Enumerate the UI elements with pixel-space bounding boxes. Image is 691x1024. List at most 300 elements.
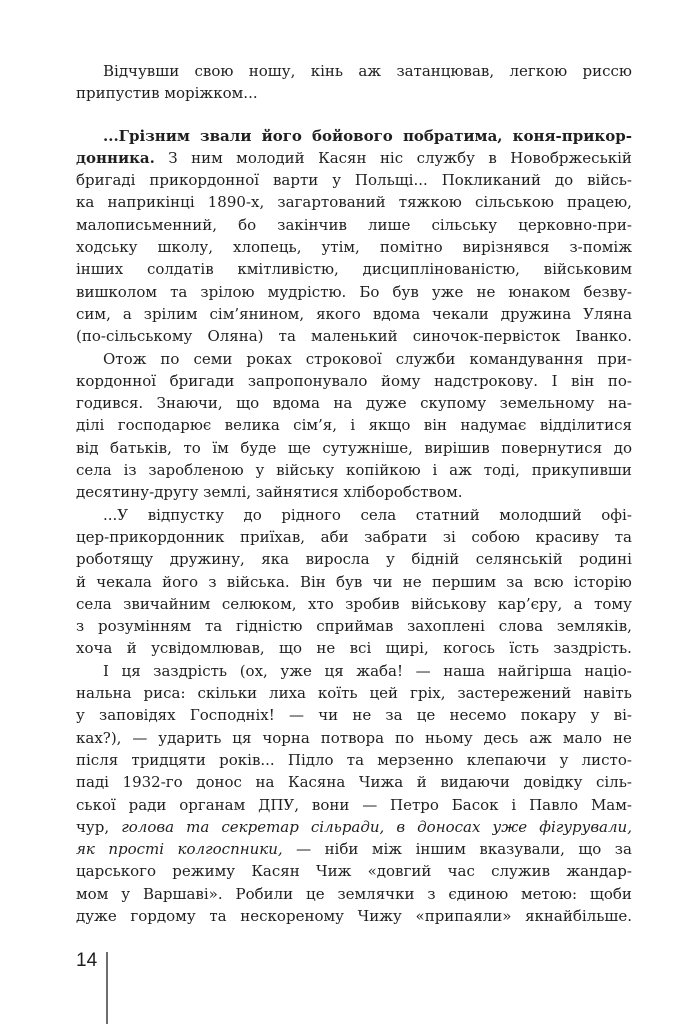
text-run: що: [578, 840, 602, 859]
text-run: чорна: [262, 728, 310, 747]
text-run: селюком,: [221, 594, 297, 613]
text-run: кордонної: [76, 371, 157, 390]
text-run: забрати: [364, 527, 428, 546]
text-run: сіль-: [595, 773, 632, 792]
text-run: 1932-го: [122, 773, 183, 792]
text-run: Іванко.: [575, 327, 632, 346]
text-run: прикордонної: [149, 171, 260, 190]
text-run: Петро: [390, 795, 439, 814]
text-line: [76, 526, 632, 548]
italic-text-run: прості: [108, 840, 165, 859]
text-run: статний: [415, 505, 480, 524]
text-run: службу: [416, 148, 475, 167]
text-run: це: [416, 706, 436, 725]
text-run: з-поміж: [569, 238, 632, 257]
text-run: час: [447, 862, 475, 881]
text-run: вдома: [372, 304, 421, 323]
text-run: за: [385, 706, 403, 725]
text-line: [76, 325, 632, 347]
text-run: вишколом: [76, 282, 158, 301]
text-line: [76, 125, 632, 147]
text-run: запропонувало: [247, 371, 368, 390]
bold-text-run: ...Грізним: [103, 126, 190, 145]
italic-text-run: доносах: [417, 817, 481, 836]
italic-text-run: в: [396, 817, 406, 836]
text-run: навіть: [583, 684, 632, 703]
text-run: З: [168, 148, 178, 167]
text-run: —: [415, 661, 431, 680]
text-run: Касян: [318, 148, 367, 167]
text-run: Мам-: [590, 795, 632, 814]
text-run: то: [183, 438, 201, 457]
text-run: офі-: [601, 505, 632, 524]
text-run: сим,: [76, 304, 111, 323]
text-line: [76, 214, 632, 236]
text-run: годився.: [76, 394, 144, 413]
text-run: націо-: [584, 661, 632, 680]
text-run: аж: [529, 728, 552, 747]
text-run: батьків,: [110, 438, 172, 457]
text-line: [76, 548, 632, 570]
text-run: ради: [128, 795, 167, 814]
text-run: він: [423, 416, 448, 435]
text-line: [76, 348, 632, 370]
text-run: Чиж: [315, 862, 352, 881]
text-run: по: [160, 349, 180, 368]
text-line: [76, 504, 632, 526]
text-line: [76, 191, 632, 213]
text-run: собою: [471, 527, 520, 546]
text-run: мудрістю.: [267, 282, 347, 301]
text-run: вдома: [272, 394, 320, 413]
text-run: уже: [280, 661, 312, 680]
text-run: загартований: [277, 193, 386, 212]
text-line: [76, 437, 632, 459]
text-run: вони: [311, 795, 350, 814]
text-run: заздрість.: [553, 639, 632, 658]
text-run: землячки: [337, 884, 415, 903]
text-run: всю: [533, 572, 564, 591]
text-run: бригади: [169, 371, 235, 390]
text-run: і: [432, 461, 438, 480]
italic-text-run: секретар: [221, 817, 299, 836]
text-run: синочок-первісток: [412, 327, 561, 346]
text-run: тридцяти: [131, 750, 206, 769]
text-run: ходську: [76, 238, 138, 257]
text-run: ДПУ,: [258, 795, 300, 814]
text-run: покару: [520, 706, 577, 725]
text-run: з: [76, 617, 85, 636]
text-run: дуже: [76, 906, 117, 925]
text-run: історію: [573, 572, 632, 591]
italic-text-run: та: [186, 817, 210, 836]
text-run: сутужніше,: [322, 438, 413, 457]
text-run: відпустку: [147, 505, 224, 524]
text-run: хто: [307, 594, 334, 613]
text-line: [76, 615, 632, 637]
text-run: цей: [369, 684, 399, 703]
text-run: І: [551, 371, 558, 390]
text-run: в: [488, 148, 497, 167]
text-run: сім’янином,: [209, 304, 305, 323]
text-run: ділі: [76, 416, 105, 435]
text-run: чекали: [432, 304, 489, 323]
text-run: десятину-другу землі, зайнятися хліборобством.: [76, 483, 463, 502]
text-run: іншим: [415, 840, 466, 859]
text-run: тяжкою: [398, 193, 462, 212]
text-run: чи: [372, 572, 393, 591]
text-run: метою:: [521, 884, 578, 903]
text-run: слова: [498, 617, 544, 636]
text-run: на-: [607, 394, 632, 413]
text-run: юнаком: [508, 282, 571, 301]
text-run: єдиною: [448, 884, 509, 903]
text-run: свою: [194, 62, 234, 80]
text-run: когось: [443, 639, 495, 658]
text-run: ньому: [424, 728, 473, 747]
text-run: молодший: [499, 505, 582, 524]
text-run: йому: [380, 371, 421, 390]
text-run: 1890-х,: [207, 193, 265, 212]
text-run: захоплені: [407, 617, 485, 636]
text-run: та: [209, 906, 227, 925]
text-run: ніс: [379, 148, 404, 167]
text-line: [76, 392, 632, 414]
text-run: військовим: [543, 260, 632, 279]
text-run: по-: [607, 371, 632, 390]
text-run: сприймав: [316, 617, 394, 636]
text-run: надстрокову.: [434, 371, 539, 390]
text-run: відділитися: [539, 416, 632, 435]
text-run: першим: [431, 572, 497, 591]
text-run: режиму: [172, 862, 236, 881]
text-run: Басок: [451, 795, 499, 814]
text-run: нальна: [76, 684, 132, 703]
text-run: не: [476, 282, 496, 301]
text-run: цер-прикордонник: [76, 527, 225, 546]
text-run: щоби: [589, 884, 632, 903]
text-run: видаючи: [440, 773, 510, 792]
text-run: безву-: [583, 282, 632, 301]
text-run: і: [511, 795, 517, 814]
text-run: повернутися: [501, 438, 603, 457]
text-run: у: [121, 884, 131, 903]
text-run: ...У: [103, 505, 129, 524]
text-run: Уляна: [583, 304, 632, 323]
paragraph: [76, 60, 632, 105]
text-run: гордому: [130, 906, 196, 925]
text-run: був: [392, 282, 419, 301]
text-run: жандар-: [566, 862, 632, 881]
text-run: —: [362, 795, 378, 814]
text-run: дружина: [500, 304, 572, 323]
text-run: Касян: [251, 862, 300, 881]
text-run: Відчувши: [103, 62, 180, 80]
text-run: семи: [193, 349, 233, 368]
text-run: у: [559, 750, 569, 769]
text-run: села: [360, 505, 397, 524]
text-run: бо: [238, 215, 257, 234]
italic-text-run: сільради,: [310, 817, 385, 836]
text-run: риссю: [582, 62, 632, 80]
text-run: чур,: [76, 817, 110, 836]
text-run: села: [76, 461, 112, 480]
text-run: застережений: [457, 684, 572, 703]
text-run: І: [103, 661, 109, 680]
text-run: хлопець,: [232, 238, 302, 257]
text-run: кінь: [310, 62, 344, 80]
text-run: роботящу: [76, 550, 154, 569]
text-run: господарює: [117, 416, 212, 435]
text-run: (по-сільському: [76, 327, 193, 346]
text-run: ударить: [158, 728, 222, 747]
text-run: скупому: [420, 394, 487, 413]
text-run: Новобржеській: [510, 148, 632, 167]
text-run: Робили: [235, 884, 294, 903]
text-run: це: [306, 884, 325, 903]
text-run: зрілим: [143, 304, 198, 323]
text-run: військову: [410, 594, 487, 613]
text-run: Покликаний: [441, 171, 542, 190]
text-run: усвідомлював,: [151, 639, 265, 658]
text-run: сім’я,: [293, 416, 338, 435]
text-run: й: [126, 639, 137, 658]
paragraph: [76, 660, 632, 928]
text-run: та: [170, 282, 188, 301]
text-run: служби: [395, 349, 456, 368]
text-run: мом: [76, 884, 109, 903]
text-run: і: [350, 416, 356, 435]
text-run: роках: [246, 349, 292, 368]
text-run: (ох,: [239, 661, 268, 680]
text-run: років...: [219, 750, 275, 769]
text-run: та: [614, 527, 632, 546]
text-run: з: [427, 884, 436, 903]
text-line: [76, 905, 632, 927]
text-run: буде: [240, 438, 277, 457]
text-run: заповідях: [99, 706, 176, 725]
text-run: —: [132, 728, 148, 747]
text-run: до: [243, 505, 262, 524]
text-line: [76, 481, 632, 503]
text-run: заробленою: [148, 461, 244, 480]
text-run: потвора: [320, 728, 385, 747]
text-line: [76, 147, 632, 169]
text-run: кар’єру,: [497, 594, 563, 613]
text-run: Польщі...: [354, 171, 428, 190]
text-run: затанцював,: [396, 62, 495, 80]
text-run: бригаді: [76, 171, 136, 190]
text-run: яка: [261, 550, 290, 569]
text-run: лише: [368, 215, 411, 234]
text-run: за: [506, 572, 524, 591]
text-run: приїхав,: [240, 527, 306, 546]
text-run: якнайбільше.: [525, 906, 632, 925]
paragraph: [76, 504, 632, 660]
text-line: [76, 771, 632, 793]
text-run: гідністю: [236, 617, 303, 636]
text-run: легкою: [509, 62, 568, 80]
text-run: ще: [287, 438, 311, 457]
text-run: у: [76, 706, 85, 725]
text-run: а: [573, 594, 583, 613]
text-run: родині: [579, 550, 632, 569]
text-run: —: [288, 706, 304, 725]
text-run: чекала: [96, 572, 152, 591]
text-run: «довгий: [367, 862, 432, 881]
text-run: працею,: [567, 193, 632, 212]
text-run: школу,: [157, 238, 213, 257]
text-run: не: [316, 639, 336, 658]
text-line: [76, 860, 632, 882]
text-run: у: [332, 171, 342, 190]
text-line: [76, 281, 632, 303]
text-run: після: [76, 750, 119, 769]
text-run: у: [590, 706, 600, 725]
text-line: [76, 258, 632, 280]
text-run: ця: [232, 728, 252, 747]
text-run: варти: [272, 171, 319, 190]
text-run: уже: [431, 282, 464, 301]
bold-text-run: звали: [200, 126, 252, 145]
text-line: [76, 303, 632, 325]
text-run: аж: [358, 62, 382, 80]
text-run: їсть: [509, 639, 540, 658]
text-run: солдатів: [146, 260, 214, 279]
text-run: донос: [196, 773, 242, 792]
text-run: царського: [76, 862, 157, 881]
text-run: зробив: [345, 594, 400, 613]
text-run: Знаючи,: [156, 394, 223, 413]
text-line: [76, 60, 632, 82]
text-run: Оляна): [207, 327, 264, 346]
text-run: на: [255, 773, 275, 792]
text-line: [76, 816, 632, 838]
text-line: [76, 637, 632, 659]
text-run: війсь-: [587, 171, 632, 190]
text-run: на: [333, 394, 353, 413]
text-run: був: [336, 572, 363, 591]
text-run: коїть: [317, 684, 358, 703]
text-run: органам: [179, 795, 246, 814]
text-run: —: [296, 840, 312, 859]
text-run: командування: [469, 349, 584, 368]
italic-text-run: уже: [492, 817, 528, 836]
italic-text-run: голова: [121, 817, 175, 836]
text-run: ках?),: [76, 728, 122, 747]
text-run: Чижа: [358, 773, 404, 792]
text-run: ві-: [613, 706, 632, 725]
text-run: дисциплінованістю,: [362, 260, 520, 279]
text-run: вказували,: [479, 840, 565, 859]
text-run: церковно-при-: [518, 215, 632, 234]
text-run: зрілою: [200, 282, 255, 301]
text-run: мало: [562, 728, 603, 747]
paragraph: [76, 125, 632, 348]
text-run: ним: [191, 148, 223, 167]
text-run: кмітливістю,: [237, 260, 339, 279]
text-run: він: [571, 371, 595, 390]
text-run: сільську: [431, 215, 498, 234]
text-line: [76, 704, 632, 726]
text-line: [76, 459, 632, 481]
text-run: утім,: [321, 238, 360, 257]
text-run: несемо: [449, 706, 507, 725]
text-run: найгірша: [497, 661, 572, 680]
footer-rule: [106, 952, 108, 1024]
text-run: красиву: [535, 527, 600, 546]
text-run: хоча: [76, 639, 113, 658]
bold-text-run: бойового: [312, 126, 393, 145]
text-run: його: [162, 572, 199, 591]
text-run: бідній: [411, 550, 460, 569]
text-run: служив: [491, 862, 551, 881]
text-run: листо-: [581, 750, 632, 769]
text-run: за: [614, 840, 632, 859]
text-run: від: [76, 438, 99, 457]
text-run: між: [371, 840, 403, 859]
text-run: аж: [449, 461, 472, 480]
text-run: маленький: [311, 327, 398, 346]
text-run: заздрість: [153, 661, 228, 680]
text-run: та: [346, 750, 365, 769]
text-run: звичайним: [123, 594, 211, 613]
text-run: Господніх!: [189, 706, 275, 725]
text-run: щирі,: [385, 639, 429, 658]
text-run: ношу,: [248, 62, 296, 80]
text-run: вирішив: [424, 438, 490, 457]
text-run: при-: [597, 349, 632, 368]
text-run: ця: [324, 661, 344, 680]
text-run: ця: [121, 661, 141, 680]
text-run: помітно: [379, 238, 443, 257]
text-run: жаба!: [356, 661, 404, 680]
text-run: ніби: [324, 840, 359, 859]
text-run: земельному: [499, 394, 595, 413]
paragraph: [76, 348, 632, 504]
text-run: по: [395, 728, 415, 747]
text-run: їм: [212, 438, 229, 457]
text-line: [76, 370, 632, 392]
text-run: Отож: [103, 349, 147, 368]
text-run: до: [554, 171, 574, 190]
text-run: Чижу: [357, 906, 402, 925]
text-run: зі: [442, 527, 456, 546]
page-number: 14: [76, 950, 98, 971]
text-line: [76, 236, 632, 258]
text-run: Павло: [529, 795, 579, 814]
text-run: й: [76, 572, 86, 591]
text-run: сільською: [474, 193, 554, 212]
text-line: [76, 682, 632, 704]
text-run: Бо: [359, 282, 380, 301]
text-run: війську: [276, 461, 335, 480]
text-line: [76, 571, 632, 593]
text-run: й: [416, 773, 427, 792]
text-run: мерзенно: [377, 750, 454, 769]
text-run: риса:: [143, 684, 186, 703]
text-line: [76, 883, 632, 905]
text-run: скільки: [197, 684, 258, 703]
text-run: не: [352, 706, 372, 725]
text-run: з: [208, 572, 217, 591]
text-run: дружину,: [169, 550, 245, 569]
text-line: [76, 169, 632, 191]
text-run: земляків,: [556, 617, 632, 636]
text-run: «припаяли»: [415, 906, 512, 925]
text-run: аби: [320, 527, 349, 546]
text-run: паді: [76, 773, 109, 792]
